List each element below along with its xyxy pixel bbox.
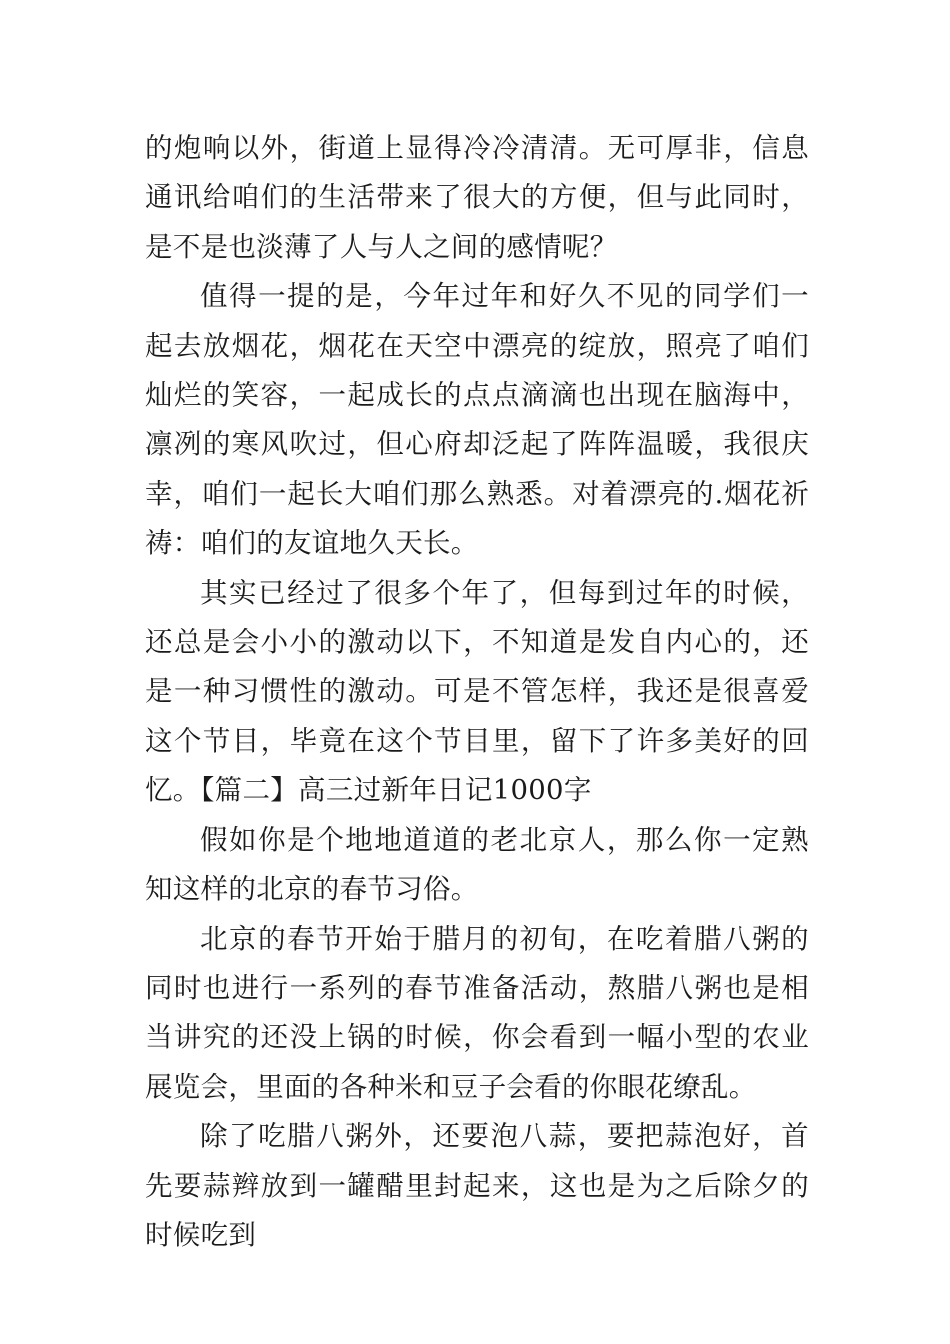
document-body [145, 124, 809, 1260]
paragraph-5: 北京的春节开始于腊月的初旬，在吃着腊八粥的同时也进行一系列的春节准备活动，熬腊八粥也是相当讲究的还没上锅的时候，你会看到一幅小型的农业展览会，里面的各种米和豆子会看的你眼花缭乱。 [145, 922, 809, 1103]
paragraph-6: 除了吃腊八粥外，还要泡八蒜，要把蒜泡好，首先要蒜辫放到一罐醋里封起来，这也是为之后除夕的时候吃到 [145, 1120, 809, 1251]
paragraph-1: 的炮响以外，街道上显得冷冷清清。无可厚非，信息通讯给咱们的生活带来了很大的方便，但与此同时，是不是也淡薄了人与人之间的感情呢？ [145, 132, 809, 263]
paragraph-4: 假如你是个地地道道的老北京人，那么你一定熟知这样的北京的春节习俗。 [145, 823, 809, 906]
paragraph-2: 值得一提的是，今年过年和好久不见的同学们一起去放烟花，烟花在天空中漂亮的绽放，照亮了咱们灿烂的笑容，一起成长的点点滴滴也出现在脑海中，凛冽的寒风吹过，但心府却泛起了阵阵温暖，我很庆幸，咱们一起长大咱们那么熟悉。对着漂亮的.烟花祈祷：咱们的友谊地久天长。 [145, 280, 809, 560]
paragraph-3: 其实已经过了很多个年了，但每到过年的时候，还总是会小小的激动以下，不知道是发自内心的，还是一种习惯性的激动。可是不管怎样，我还是很喜爱这个节目，毕竟在这个节目里，留下了许多美好的回忆。【篇二】高三过新年日记1000字 [145, 576, 809, 807]
